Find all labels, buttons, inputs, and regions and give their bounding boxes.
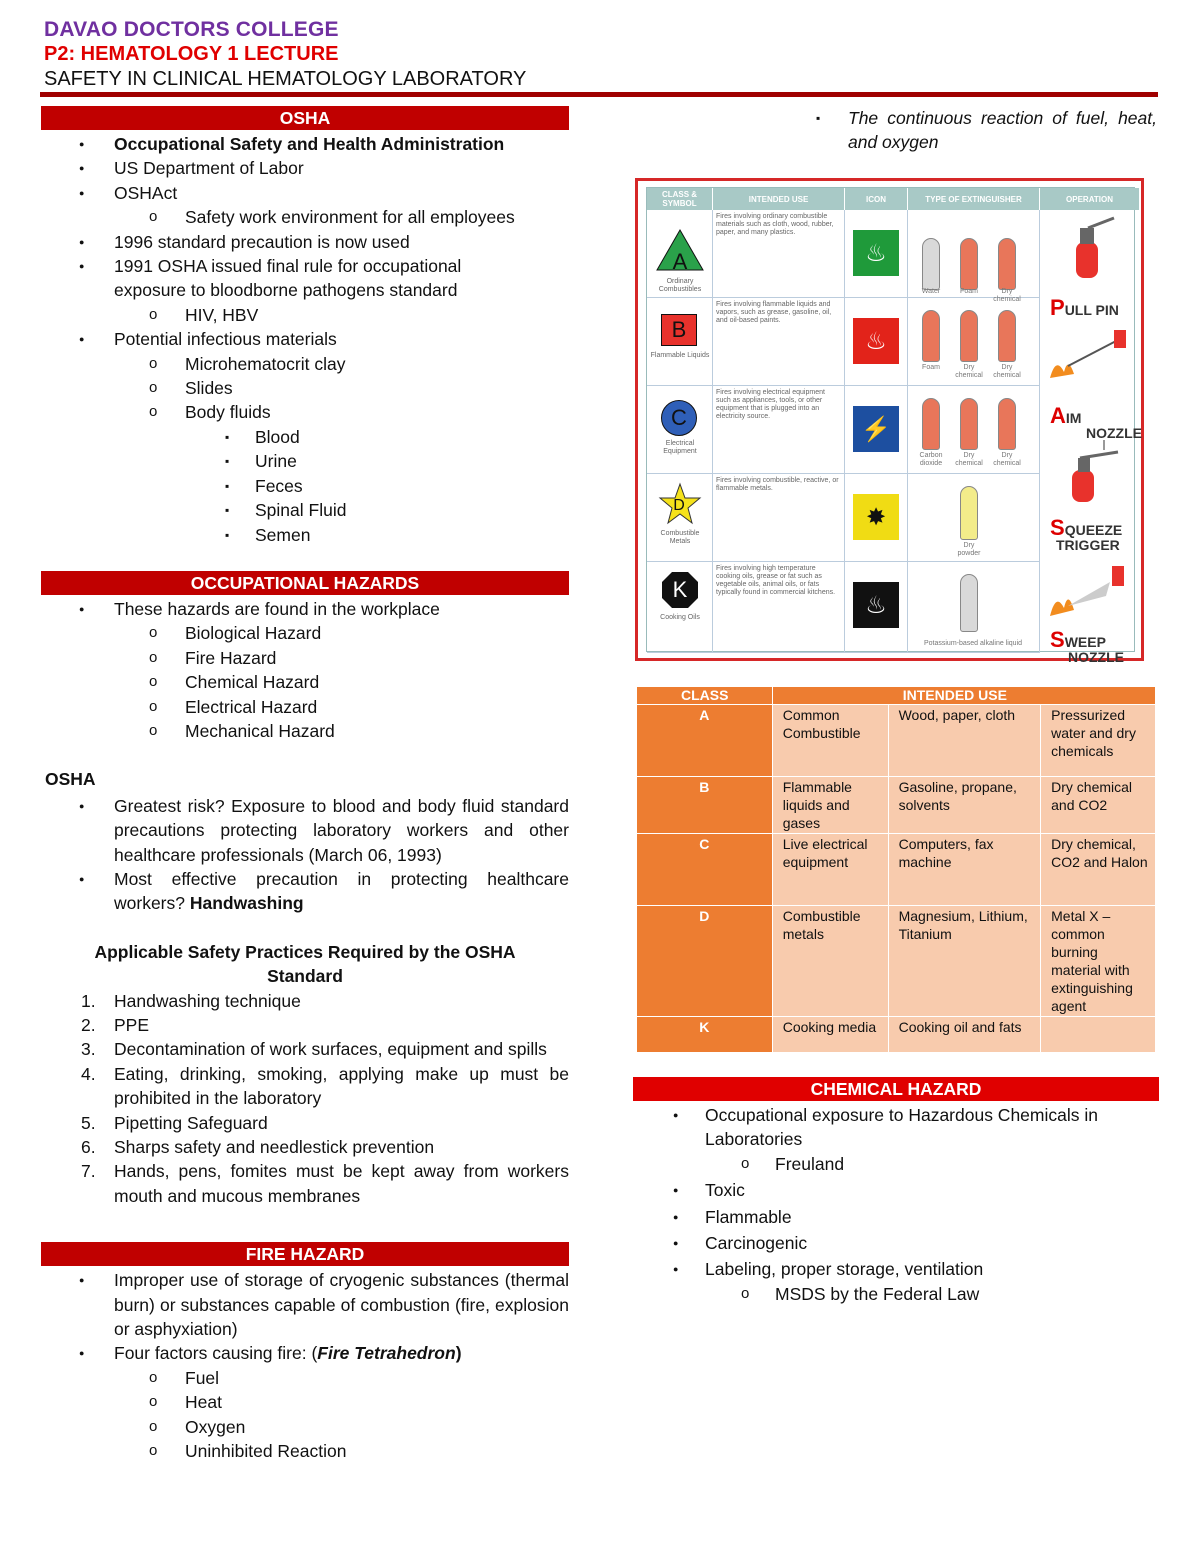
class-b-label: Flammable Liquids [650,352,710,359]
class-cell: C [637,834,773,906]
column-header-use: INTENDED USE [772,687,1155,705]
fire-list [41,1268,569,1463]
op-pull-pin: PULL PIN [1050,295,1119,320]
class-a-label: Ordinary Combustibles [658,278,702,293]
list-item: o Mechanical Hazard [41,719,569,743]
class-k-letter: K [672,577,688,602]
chemical-list [633,1103,1159,1306]
right-column-top [636,106,1157,155]
college-name: DAVAO DOCTORS COLLEGE [44,18,339,41]
list-item: ● Most effective precaution in protecting healthcare workers? Handwashing [41,867,569,916]
class-cell: A [637,705,773,777]
examples-cell: Computers, fax machine [888,834,1041,906]
list-item: o Freuland [633,1152,1159,1176]
type-cell: Common Combustible [772,705,888,777]
class-cell: K [637,1017,773,1053]
chart-header: INTENDED USE [713,188,844,210]
type-cell: Combustible metals [772,906,888,1017]
class-c-letter: C [671,405,687,430]
dry-chemical-extinguisher-icon [960,398,978,450]
list-item: ▪ Feces [41,474,569,498]
list-item: o Slides [41,376,569,400]
list-item: 5. Pipetting Safeguard [81,1112,268,1133]
list-item: ● Potential infectious materials [41,327,569,351]
list-item: ▪ The continuous reaction of fuel, heat, and oxygen [636,106,1157,155]
extinguisher-label: Foam [922,364,940,371]
chemical-hazard-bar: CHEMICAL HAZARD [633,1077,1159,1101]
dry-chemical-extinguisher-icon [998,310,1016,362]
list-item: o Electrical Hazard [41,695,569,719]
agent-cell: Dry chemical, CO2 and Halon [1041,834,1156,906]
agent-cell: Dry chemical and CO2 [1041,777,1156,834]
extinguisher-label: Water [921,288,941,295]
course-title: P2: HEMATOLOGY 1 LECTURE [44,43,339,65]
list-item: ● US Department of Labor [41,156,569,180]
list-item: o HIV, HBV [41,303,569,327]
extinguisher-pin-icon [1058,216,1118,280]
list-item: o Uninhibited Reaction [41,1439,569,1463]
op-sweep-nozzle: SWEEP NOZZLE [1050,627,1124,665]
extinguisher-label: Potassium-based alkaline liquid [923,640,1023,647]
table-header-row [637,687,1156,705]
list-item: o Safety work environment for all employees [41,205,569,229]
class-b-use: Fires involving flammable liquids and vapors, such as grease, gasoline, oil, and oil-based paints. [713,298,845,386]
class-k-label: Cooking Oils [660,614,700,621]
occupational-list [41,597,569,743]
class-d-label: Combustible Metals [660,530,700,545]
list-item: ● Greatest risk? Exposure to blood and body fluid standard precautions protecting laboratory workers and other healthcare professionals (March 06, 1993) [41,794,569,867]
class-b-letter: B [671,317,687,342]
list-item: ● Four factors causing fire: (Fire Tetrahedron) [41,1341,569,1365]
list-item: ● These hazards are found in the workplace [41,597,569,621]
list-item: ● OSHAct [41,181,569,205]
dry-powder-extinguisher-icon [960,486,978,540]
class-c-use: Fires involving electrical equipment such as appliances, tools, or other equipment that is plugged into an electricity source. [713,386,845,474]
list-item: o Fuel [41,1366,569,1390]
wet-chemical-extinguisher-icon [960,574,978,632]
type-cell: Flammable liquids and gases [772,777,888,834]
class-c-label: Electrical Equipment [663,440,697,455]
list-item: ● Occupational Safety and Health Administration [41,132,569,156]
fire-hazard-bar: FIRE HAZARD [41,1242,569,1266]
extinguisher-label: Dry chemical [955,364,983,379]
list-item: ▪ Spinal Fluid [41,498,569,522]
column-header-class: CLASS [637,687,773,705]
table-row [637,777,1156,834]
examples-cell: Magnesium, Lithium, Titanium [888,906,1041,1017]
ordinary-combustibles-icon: ♨ [853,230,899,276]
extinguisher-label: Foam [960,288,978,295]
list-item: ● Carcinogenic [633,1231,1159,1255]
list-item: o Fire Hazard [41,646,569,670]
agent-cell [1041,1017,1156,1053]
header-rule [40,92,1158,97]
class-cell: D [637,906,773,1017]
chart-header: ICON [845,188,907,210]
osha-list [41,132,569,547]
list-item: o Heat [41,1390,569,1414]
list-item: ● Toxic [633,1178,1159,1202]
op-squeeze-trigger: SQUEEZE TRIGGER [1050,515,1123,553]
list-item: 2. PPE [81,1015,150,1035]
list-item: o Chemical Hazard [41,670,569,694]
cooking-oil-fire-icon: ♨ [853,582,899,628]
class-a-use: Fires involving ordinary combustible materials such as cloth, wood, rubber, paper, and many plastics. [713,210,845,298]
list-item: 3. Decontamination of work surfaces, equipment and spills [81,1039,547,1060]
table-row [637,834,1156,906]
list-item: o Oxygen [41,1415,569,1439]
dry-chemical-extinguisher-icon [960,310,978,362]
foam-extinguisher-icon [960,238,978,290]
extinguisher-label: Dry chemical [993,288,1021,303]
list-item: o Biological Hazard [41,621,569,645]
fire-class-table [636,686,1156,1053]
op-aim-nozzle: AIM NOZZLE [1050,403,1142,441]
occupational-hazards-bar: OCCUPATIONAL HAZARDS [41,571,569,595]
list-item: ● Flammable [633,1205,1159,1229]
practices-heading: Applicable Safety Practices Required by the OSHA Standard [94,941,516,987]
combustible-metal-icon: ✸ [853,494,899,540]
examples-cell: Wood, paper, cloth [888,705,1041,777]
chemical-hazard-section [633,1077,1159,1306]
list-item: 7. Hands, pens, fomites must be kept away from workers mouth and mucous membranes [81,1161,569,1206]
agent-cell: Metal X – common burning material with extinguishing agent [1041,906,1156,1017]
osha-risk-list [41,794,569,916]
osha-section-bar: OSHA [41,106,569,130]
fire-extinguisher-chart [635,178,1144,665]
class-a-letter: A [672,249,688,274]
list-item: ▪ Semen [41,523,569,547]
type-cell: Cooking media [772,1017,888,1053]
table-row [637,906,1156,1017]
foam-extinguisher-icon [922,310,940,362]
class-d-use: Fires involving combustible, reactive, or flammable metals. [713,474,845,562]
electrical-plug-icon: ⚡ [853,406,899,452]
list-item: 6. Sharps safety and needlestick prevention [81,1137,435,1158]
list-item: 1. Handwashing technique [81,990,301,1011]
sweep-nozzle-icon [1046,560,1132,620]
extinguisher-label: Dry chemical [955,452,983,467]
extinguisher-label: Dry chemical [993,452,1021,467]
dry-chemical-extinguisher-icon [998,238,1016,290]
list-item: o Microhematocrit clay [41,352,569,376]
class-cell: B [637,777,773,834]
extinguisher-label: Dry chemical [993,364,1021,379]
osha-subheading: OSHA [45,769,96,790]
examples-cell: Cooking oil and fats [888,1017,1041,1053]
list-item: ▪ Urine [41,449,569,473]
operation-column [1040,210,1142,665]
left-column [41,106,569,1464]
chart-header: TYPE OF EXTINGUISHER [908,188,1039,210]
table-row [637,705,1156,777]
extinguisher-label: Carbon dioxide [919,452,943,467]
topic-title: SAFETY IN CLINICAL HEMATOLOGY LABORATORY [44,68,527,90]
list-item: ● Improper use of storage of cryogenic substances (thermal burn) or substances capable of combustion (fire, explosion or asphyxiation) [41,1268,569,1341]
list-item: ▪ Blood [41,425,569,449]
list-item: ● 1991 OSHA issued final rule for occupational exposure to bloodborne pathogens standard [41,254,569,303]
type-cell: Live electrical equipment [772,834,888,906]
list-item: ● 1996 standard precaution is now used [41,230,569,254]
practices-list [41,989,569,1209]
agent-cell: Pressurized water and dry chemicals [1041,705,1156,777]
class-k-use: Fires involving high temperature cooking oils, grease or fat such as vegetable oils, animal oils, or fats typically found in commercial kitchens. [713,562,845,653]
list-item: ● Occupational exposure to Hazardous Chemicals in Laboratories [633,1103,1159,1152]
list-item: o MSDS by the Federal Law [633,1282,1159,1306]
examples-cell: Gasoline, propane, solvents [888,777,1041,834]
chart-header: OPERATION [1040,188,1139,210]
list-item: 4. Eating, drinking, smoking, applying make up must be prohibited in the laboratory [81,1063,569,1109]
list-item: ● Labeling, proper storage, ventilation [633,1257,1159,1281]
dry-chemical-extinguisher-icon [998,398,1016,450]
co2-extinguisher-icon [922,398,940,450]
list-item: o Body fluids [41,400,569,424]
extinguisher-label: Dry powder [957,542,981,557]
water-extinguisher-icon [922,238,940,290]
flammable-liquid-icon: ♨ [853,318,899,364]
aim-nozzle-icon [1046,326,1132,386]
table-row [637,1017,1156,1053]
class-d-letter: D [673,497,685,514]
chart-header: CLASS & SYMBOL [647,188,712,210]
squeeze-trigger-icon [1054,440,1124,504]
